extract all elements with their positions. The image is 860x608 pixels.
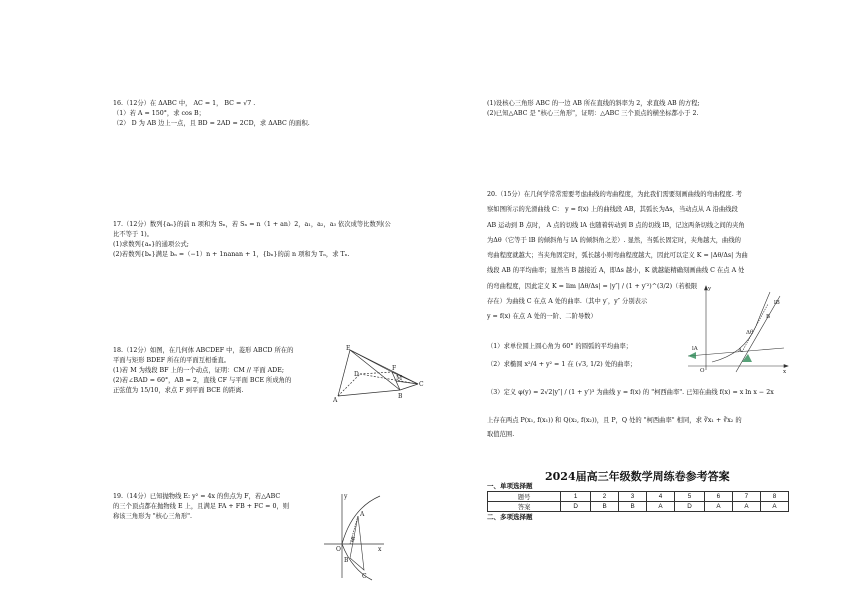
table-row [488,492,789,502]
fig18-label-e: E [346,345,351,352]
fig18-label-c: C [419,381,424,388]
question-number: 5 [675,492,705,502]
q18-part2-cont: 正弦值为 15/10，求点 F 到平面 BCE 的距离. [113,387,244,394]
q17-part1: (1)求数列{aₙ}的通项公式; [113,241,189,248]
fig20-label-b: B [766,314,771,320]
question-19 [113,492,289,522]
fig19-label-f: F [351,537,356,544]
q20-part2: （2）求椭圆 x²/4 + y² = 1 在 (√3, 1/2) 处的曲率； [487,361,637,368]
q20-line5: 弯曲程度就越大；当夹角固定时，弧长越小则弯曲程度越大，因此可以定义 K = |Δθ/Δs| 为曲 [487,252,748,260]
answer-value: D [561,502,591,512]
q20-line3: AB 运动到 B 点时， A 点的切线 lA 也随着转动到 B 点的切线 lB，记这两条切线之间的夹角 [487,221,745,229]
q20-line6: 线段 AB 的平均曲率；显然当 B 越接近 A，即Δs 越小，K 就越能精确刻画曲线 C 在点 A 处 [487,267,745,275]
q19-line3: 称该三角形为 "核心三角形". [113,513,193,520]
q20-part3-cont: 上存在两点 P(x₁, f(x₁)) 和 Q(x₂, f(x₂))，且 P，Q 处的 "柯西曲率" 相同，求 ∛x₁ + ∛x₂ 的 [487,417,742,424]
fig18-label-a: A [333,397,338,404]
answer-value: A [732,502,760,512]
fig19-label-b: B [344,557,349,564]
answer-key-title: 2024届高三年级数学周练卷参考答案 [545,470,730,483]
q16-part2: （2） D 为 AB 边上一点，且 BD = 2AD = 2CD，求 ΔABC 的面积. [113,120,310,127]
fig20-label-o: O [700,368,705,374]
question-16 [113,99,310,129]
q20-line7: 的弯曲程度，因此定义 K = lim |Δθ/Δs| = |y″| / (1 + y′²)^(3/2)（若极限 [487,282,698,290]
q20-line4: 为Δθ（它等于 lB 的倾斜角与 lA 的倾斜角之差）. 显然，当弧长固定时，夹角越大，曲线的 [487,236,741,244]
fig19-label-o: O [336,546,341,553]
fig20-label-y: y [708,286,712,292]
question-18 [113,346,293,396]
q16-title: 16.（12分）在 ΔABC 中， AC = 1， BC = √7 . [113,100,256,107]
q18-line2: 平面与矩形 BDEF 所在的平面互相垂直。 [113,357,231,364]
question-number: 6 [704,492,732,502]
fig19-label-a: A [360,511,365,518]
q20-line1: 20.（15分）在几何学常常需要考虑曲线的弯曲程度，为此我们需要刻画曲线的弯曲程度. 考 [487,191,743,198]
answer-table [487,491,789,512]
q20-line8: 存在）为曲线 C 在点 A 处的曲率.（其中 y′，y″ 分别表示 [487,298,648,306]
question-17 [113,220,391,260]
figure-18 [330,344,430,404]
section-single-choice: 一、单项选择题 [487,482,533,490]
q19-line1: 19.（14分）已知抛物线 E: y² = 4x 的焦点为 F，若△ABC [113,493,281,500]
q20-part1: （1）求单位圆上圆心角为 60° 的圆弧的平均曲率； [487,343,633,350]
answer-value: A [760,502,788,512]
answer-value: B [619,502,647,512]
section-multiple-choice: 二、多项选择题 [487,513,533,521]
question-number: 3 [619,492,647,502]
q18-part2: (2)若∠BAD = 60°，AB = 2，直线 CF 与平面 BCE 所成角的 [113,377,292,384]
q18-part1: (1)若 M 为线段 BF 上的一个动点，证明：CM // 平面 ADE; [113,367,284,374]
fig20-label-dtheta: Δθ [746,330,754,336]
q19-line2: 的三个顶点都在抛物线 E 上，且满足 FA + FB + FC = 0，则 [113,503,290,510]
question-number: 7 [732,492,760,502]
question-number: 4 [647,492,675,502]
fig20-label-x: x [783,369,787,374]
q18-line1: 18.（12分）如图，在几何体 ABCDEF 中，菱形 ABCD 所在的 [113,347,294,354]
fig18-label-b: B [398,393,403,400]
row-header-answer: 答案 [488,502,561,512]
fig18-label-f: F [392,365,397,372]
figure-19 [322,488,386,582]
fig19-label-c: C [362,573,367,580]
q20-part3-end: 取值范围. [487,431,515,438]
q20-part3: （3）定义 φ(y) = 2√2|y″| / (1 + y′)³ 为曲线 y = f(x) 的 "柯西曲率". 已知在曲线 f(x) = x ln x − 2x [487,389,774,396]
fig20-label-lb: lB [774,300,780,306]
fig19-label-x: x [378,546,382,553]
row-header-number: 题号 [488,492,561,502]
fig20-label-la: lA [692,346,698,352]
q20-line9: y = f(x) 在点 A 处的一阶、二阶导数） [487,313,597,321]
q19-part1: (1)设核心三角形 ABC 的一边 AB 所在直线的斜率为 2，求直线 AB 的方程; [487,100,700,107]
question-19-parts [487,99,700,119]
fig19-label-y: y [344,493,348,500]
answer-value: B [591,502,619,512]
q20-line2: 察如图所示的光滑曲线 C： y = f(x) 上的曲线段 AB，其弧长为Δs，当动点从 A 沿曲线段 [487,206,738,214]
fig18-label-d: D [354,371,359,378]
question-number: 2 [591,492,619,502]
answer-value: D [675,502,705,512]
fig18-label-m: M [396,375,403,382]
question-number: 8 [760,492,788,502]
figure-20 [684,282,790,374]
q17-line1: 17.（12分）数列{aₙ}的前 n 项和为 Sₙ，若 Sₙ = n（1 + an）2，a₁，a₂，a₃ 依次成等比数列(公 [113,221,391,228]
question-number: 1 [561,492,591,502]
table-row [488,502,789,512]
q16-part1: （1）若 A = 150°，求 cos B； [113,110,205,117]
answer-value: A [647,502,675,512]
fig20-label-a: A [738,348,742,354]
q17-line2: 比不等于 1)。 [113,231,153,238]
answer-value: A [704,502,732,512]
q17-part2: (2)若数列{bₙ}满足 bₙ =（−1）n + 1nanan + 1，{bₙ}的前 n 项和为 Tₙ，求 Tₙ. [113,251,350,258]
q19-part2: (2)已知△ABC 是 "核心三角形"，证明：△ABC 三个顶点的横坐标都小于 2. [487,110,699,117]
